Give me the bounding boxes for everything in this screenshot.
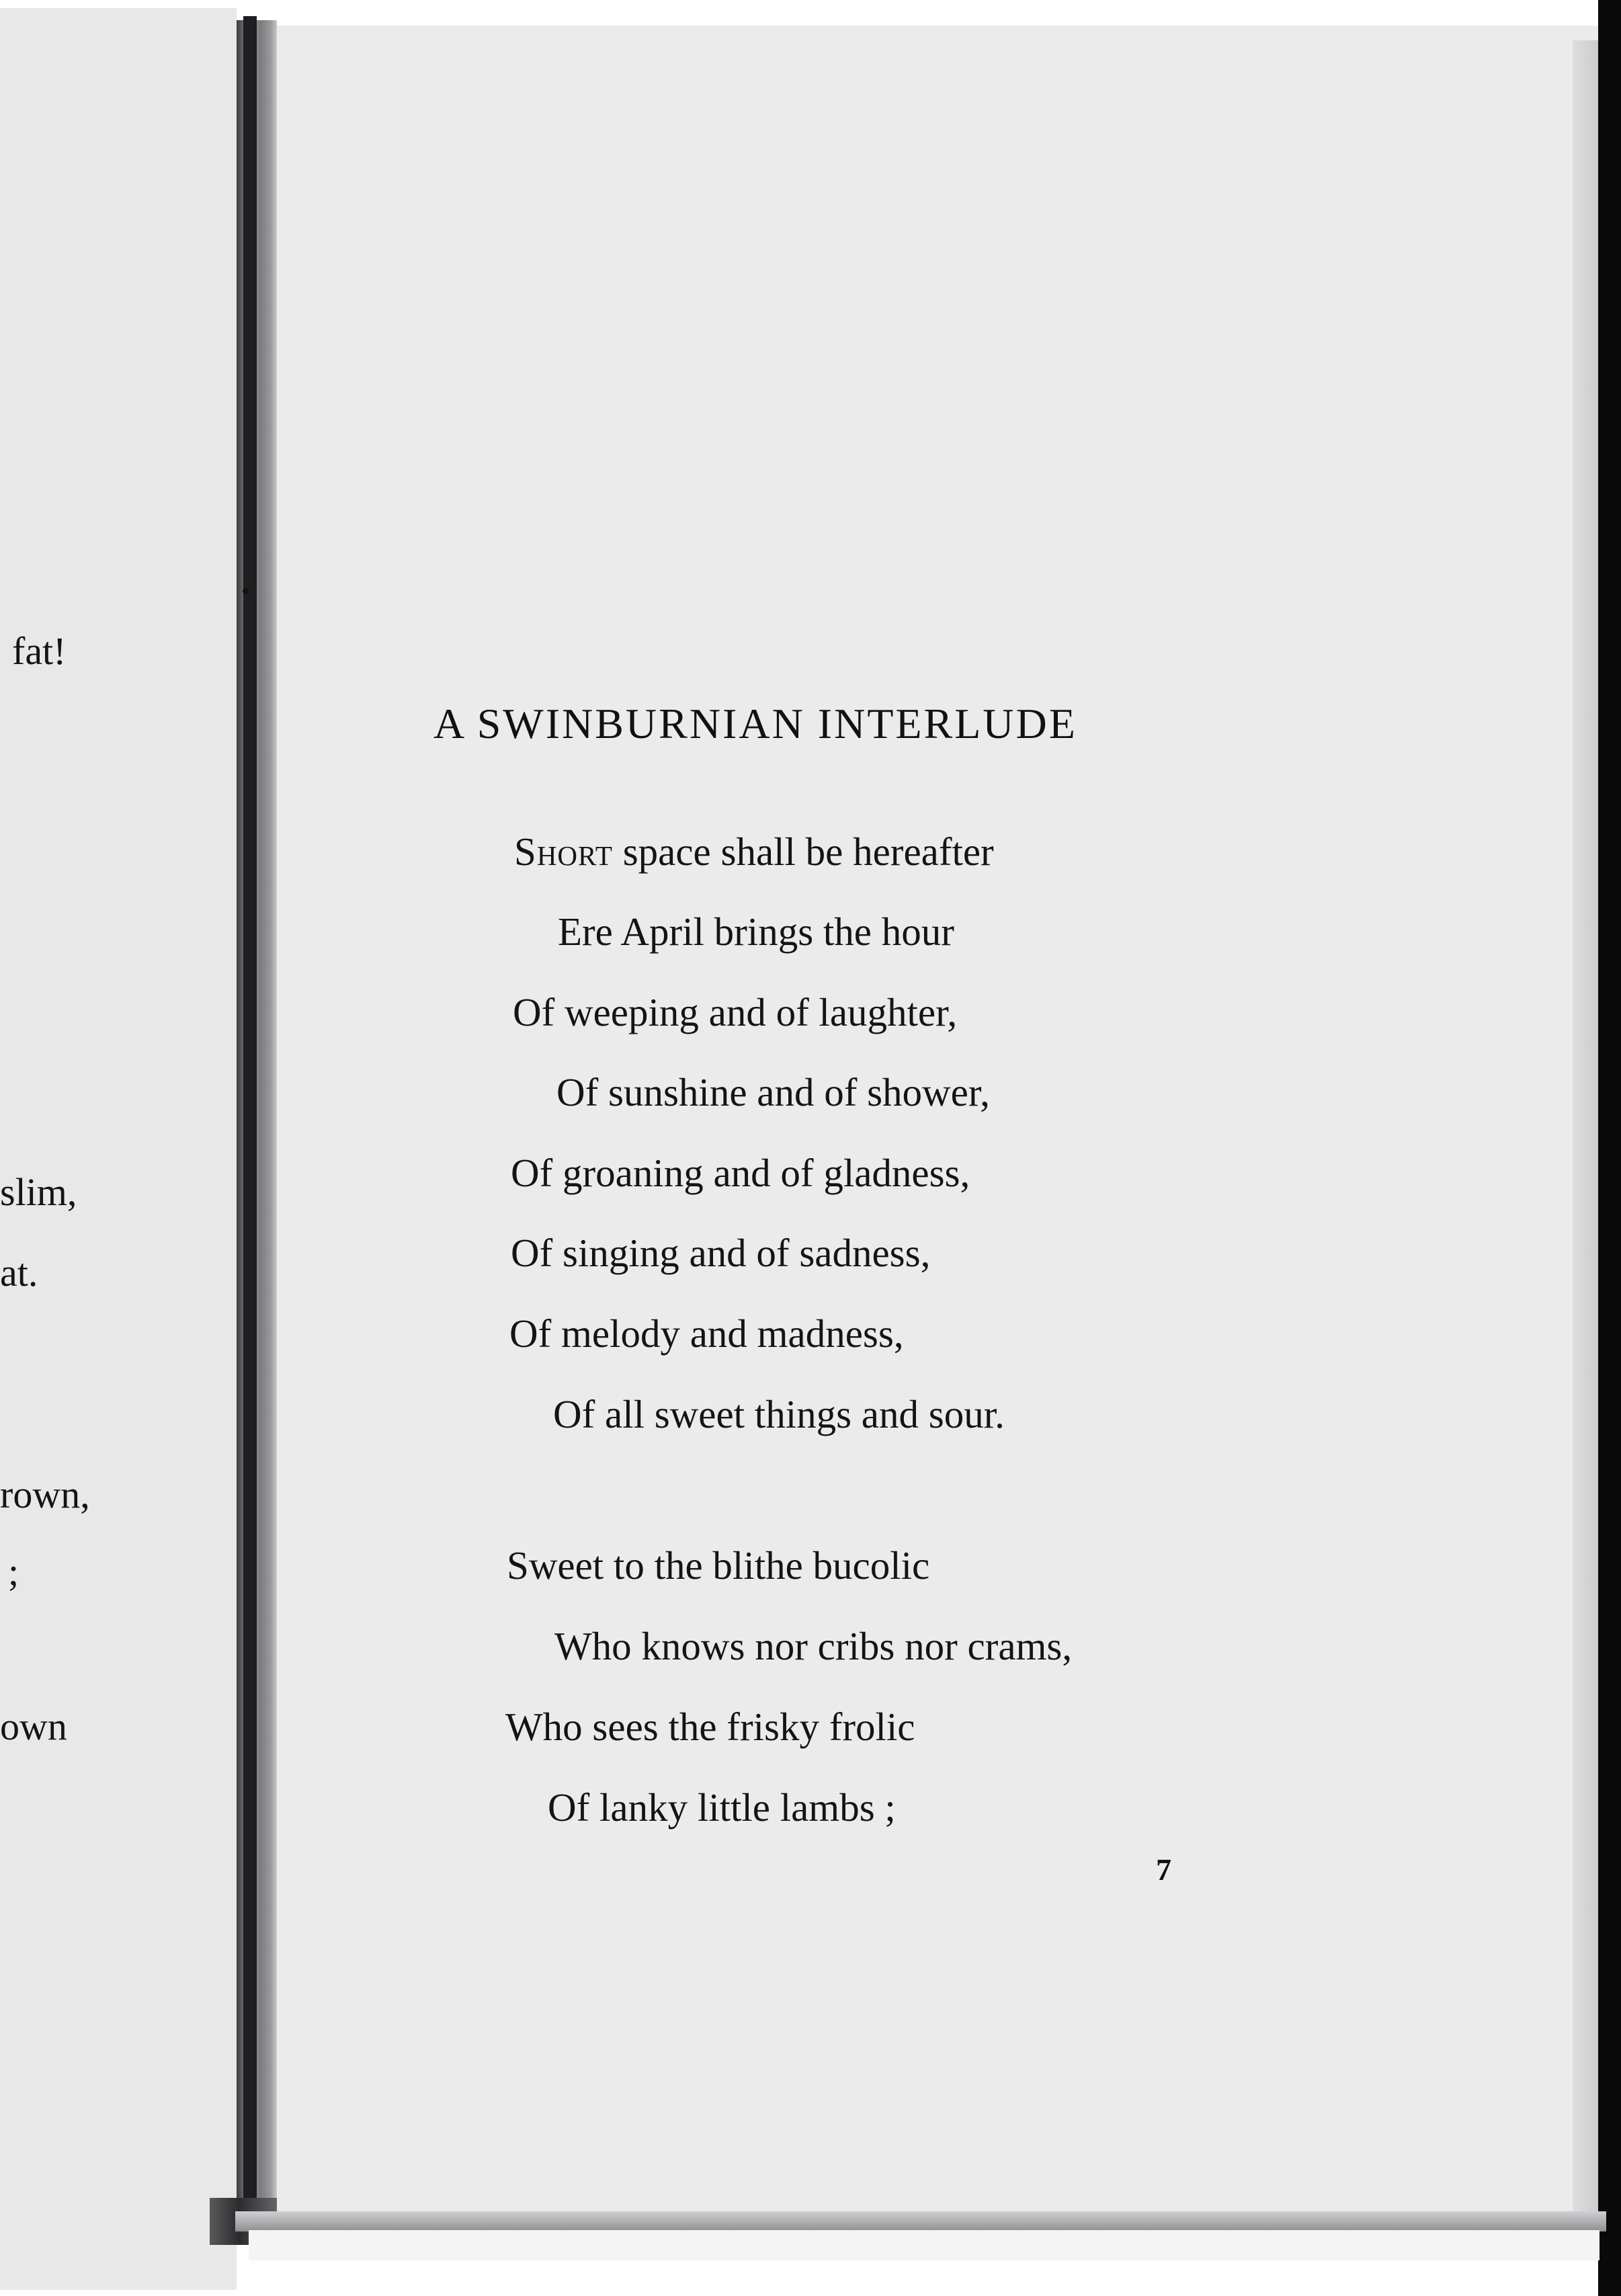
- poem-line: Of lanky little lambs ;: [548, 1785, 896, 1830]
- poem-line: Of singing and of sadness,: [511, 1231, 931, 1275]
- left-page-fragment: ;: [8, 1550, 19, 1594]
- right-page: [277, 26, 1598, 2211]
- left-page: [0, 8, 237, 2290]
- binding-mark: [243, 588, 249, 594]
- page-number: 7: [1156, 1852, 1171, 1887]
- poem-line: Of all sweet things and sour.: [553, 1392, 1005, 1436]
- page-bottom-shadow: [235, 2211, 1606, 2231]
- scan-border: [1598, 0, 1621, 2296]
- page-bottom-strip: [249, 2230, 1599, 2260]
- poem-line: Sweet to the blithe bucolic: [507, 1543, 930, 1588]
- book-gutter: [237, 20, 277, 2218]
- small-caps-opening: Short: [514, 829, 613, 874]
- binding-edge: [243, 16, 257, 2227]
- poem-line: Of weeping and of laughter,: [513, 990, 958, 1034]
- poem-line: Of melody and madness,: [509, 1311, 904, 1356]
- poem-line: Who sees the frisky frolic: [505, 1705, 915, 1749]
- left-page-fragment: own: [0, 1705, 67, 1748]
- left-page-fragment: fat!: [12, 629, 67, 673]
- left-page-fragment: slim,: [0, 1170, 77, 1214]
- poem-line: [514, 829, 994, 874]
- poem-line-rest: space shall be hereafter: [612, 829, 994, 874]
- poem-title: A SWINBURNIAN INTERLUDE: [433, 700, 1077, 747]
- left-page-fragment: at.: [0, 1251, 38, 1295]
- poem-line: Ere April brings the hour: [558, 909, 954, 954]
- poem-line: Who knows nor cribs nor crams,: [554, 1624, 1073, 1668]
- poem-line: Of groaning and of gladness,: [511, 1151, 970, 1195]
- left-page-fragment: rown,: [0, 1473, 90, 1516]
- poem-line: Of sunshine and of shower,: [556, 1070, 990, 1114]
